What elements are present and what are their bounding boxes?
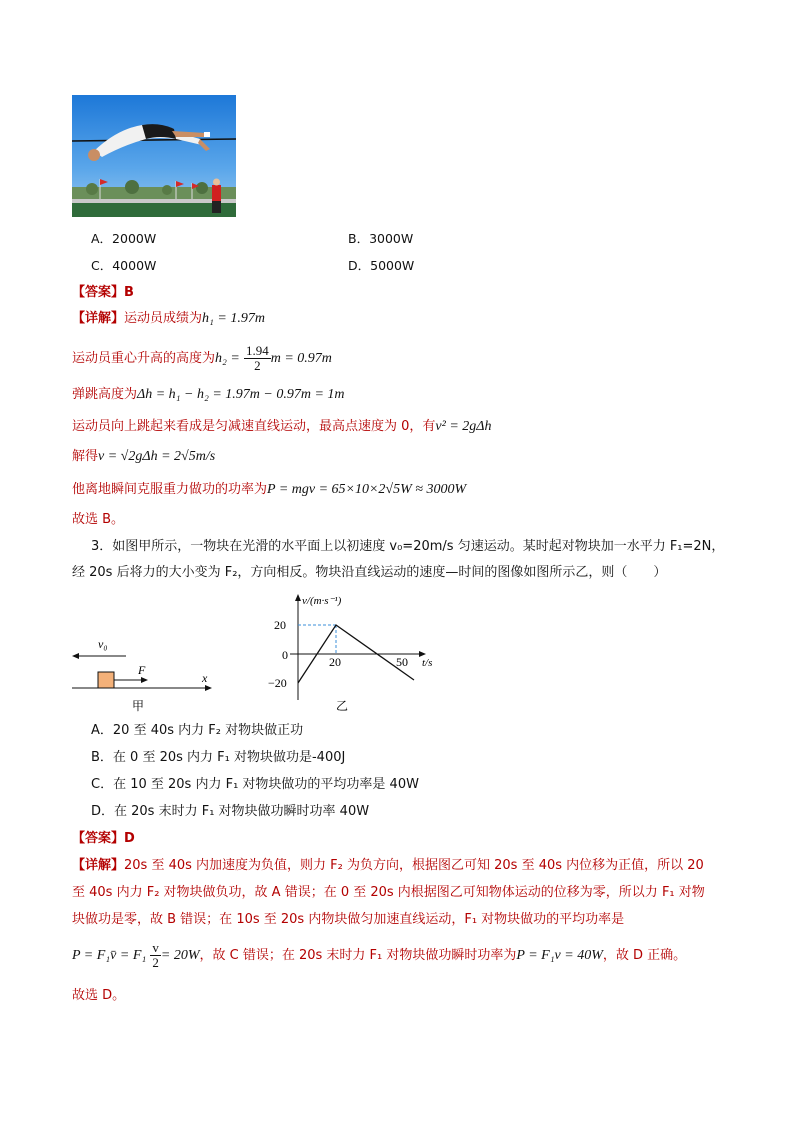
q3-detail-line-2: 至 40s 内力 F₂ 对物块做负功，故 A 错误；在 0 至 20s 内根据图乙可知物体运动的位移为零，所以力 F₁ 对物 <box>72 885 705 900</box>
detail-text: ，故 C 错误；在 20s 末时力 F₁ 对物块做功瞬时功率为 <box>199 948 517 963</box>
formula: h₂ = <box>215 351 240 366</box>
formula: P = F₁v̄ = F₁ <box>72 948 147 963</box>
formula: h₁ = 1.97m <box>202 311 265 326</box>
x-label: x <box>202 671 208 685</box>
detail-conclusion: 故选 B。 <box>72 512 125 527</box>
fraction-den: 2 <box>254 358 261 373</box>
detail-line-2 <box>72 343 332 375</box>
answer-line <box>72 285 134 301</box>
q3-option-d: D．在 20s 末时力 F₁ 对物块做功瞬时功率 40W <box>91 804 370 819</box>
figure-yi-vt-graph <box>262 590 452 715</box>
detail-text: 20s 至 40s 内加速度为负值，则力 F₂ 为负方向，根据图乙可知 20s 至 40s 内位移为正值，所以 20 <box>124 858 704 873</box>
fraction-den: 2 <box>152 955 159 970</box>
option-c: C．4000W <box>91 258 157 273</box>
x-axis-label: t/s <box>422 657 433 669</box>
detail-line-1 <box>72 311 265 327</box>
tick-y-neg20: −20 <box>268 676 287 690</box>
detail-line-4 <box>72 419 491 435</box>
block <box>98 672 114 688</box>
answer-tag: 【答案】 <box>72 285 125 300</box>
answer-tag: 【答案】 <box>72 831 125 846</box>
detail-text: 解得 <box>72 449 99 464</box>
q3-detail-line-3: 块做功是零，故 B 错误；在 10s 至 20s 内物块做匀加速直线运动，F₁ 对物块做功的平均功率是 <box>72 912 625 927</box>
tick-y-20: 20 <box>274 618 286 632</box>
detail-text: 运动员向上跳起来看成是匀减速直线运动，最高点速度为 0，有 <box>72 419 436 434</box>
fraction-num: 1.94 <box>245 343 269 358</box>
detail-text: ，故 D 正确。 <box>602 948 687 963</box>
formula: Δh = h₁ − h₂ = 1.97m − 0.97m = 1m <box>137 387 345 402</box>
v0-label: v₀ <box>98 637 108 651</box>
formula: P = F₁v = 40W <box>516 948 603 963</box>
detail-tag: 【详解】 <box>72 858 125 873</box>
detail-line-3 <box>72 387 345 403</box>
answer-value: D <box>124 831 135 846</box>
detail-text: 弹跳高度为 <box>72 387 138 402</box>
q3-conclusion: 故选 D。 <box>72 988 126 1003</box>
fraction <box>150 941 161 970</box>
question-3-stem-line-1: 3．如图甲所示，一物块在光滑的水平面上以初速度 v₀=20m/s 匀速运动。某时起对物块加一水平力 F₁=2N， <box>91 539 725 554</box>
formula: v² = 2gΔh <box>435 419 492 434</box>
f-label: F <box>138 663 146 677</box>
answer-value: B <box>124 285 134 300</box>
formula: m = 0.97m <box>270 351 332 366</box>
formula: v = √2gΔh = 2√5m/s <box>98 449 216 464</box>
tick-x-20: 20 <box>329 655 341 669</box>
caption-jia: 甲 <box>132 699 145 713</box>
figure-jia <box>68 632 218 717</box>
formula: = 20W <box>160 948 200 963</box>
caption-yi: 乙 <box>336 699 349 713</box>
tick-origin: 0 <box>282 648 288 662</box>
fraction <box>244 344 271 373</box>
detail-text: 运动员重心升高的高度为 <box>72 351 216 366</box>
q3-option-b: B．在 0 至 20s 内力 F₁ 对物块做功是-400J <box>91 750 346 765</box>
tick-x-50: 50 <box>396 655 408 669</box>
high-jump-photo <box>72 95 236 217</box>
option-a: A．2000W <box>91 231 157 246</box>
detail-text: 他离地瞬间克服重力做功的功率为 <box>72 482 268 497</box>
option-d: D．5000W <box>348 258 415 273</box>
q3-answer-line <box>72 831 135 847</box>
detail-line-5 <box>72 449 215 465</box>
formula: P = mgv = 65×10×2√5W ≈ 3000W <box>267 482 467 497</box>
q3-option-a: A．20 至 40s 内力 F₂ 对物块做正功 <box>91 723 304 738</box>
detail-tag: 【详解】 <box>72 311 125 326</box>
q3-option-c: C．在 10 至 20s 内力 F₁ 对物块做功的平均功率是 40W <box>91 777 419 792</box>
detail-text: 运动员成绩为 <box>124 311 203 326</box>
question-3-stem-line-2: 经 20s 后将力的大小变为 F₂，方向相反。物块沿直线运动的速度—时间的图像如图所示乙，则（ ） <box>72 565 667 580</box>
q3-detail-line-1 <box>72 858 704 874</box>
fraction-num: v <box>152 940 159 955</box>
y-axis-label: v/(m·s⁻¹) <box>302 595 342 607</box>
option-b: B．3000W <box>348 231 414 246</box>
q3-detail-line-4 <box>72 940 686 972</box>
detail-line-6 <box>72 482 466 498</box>
